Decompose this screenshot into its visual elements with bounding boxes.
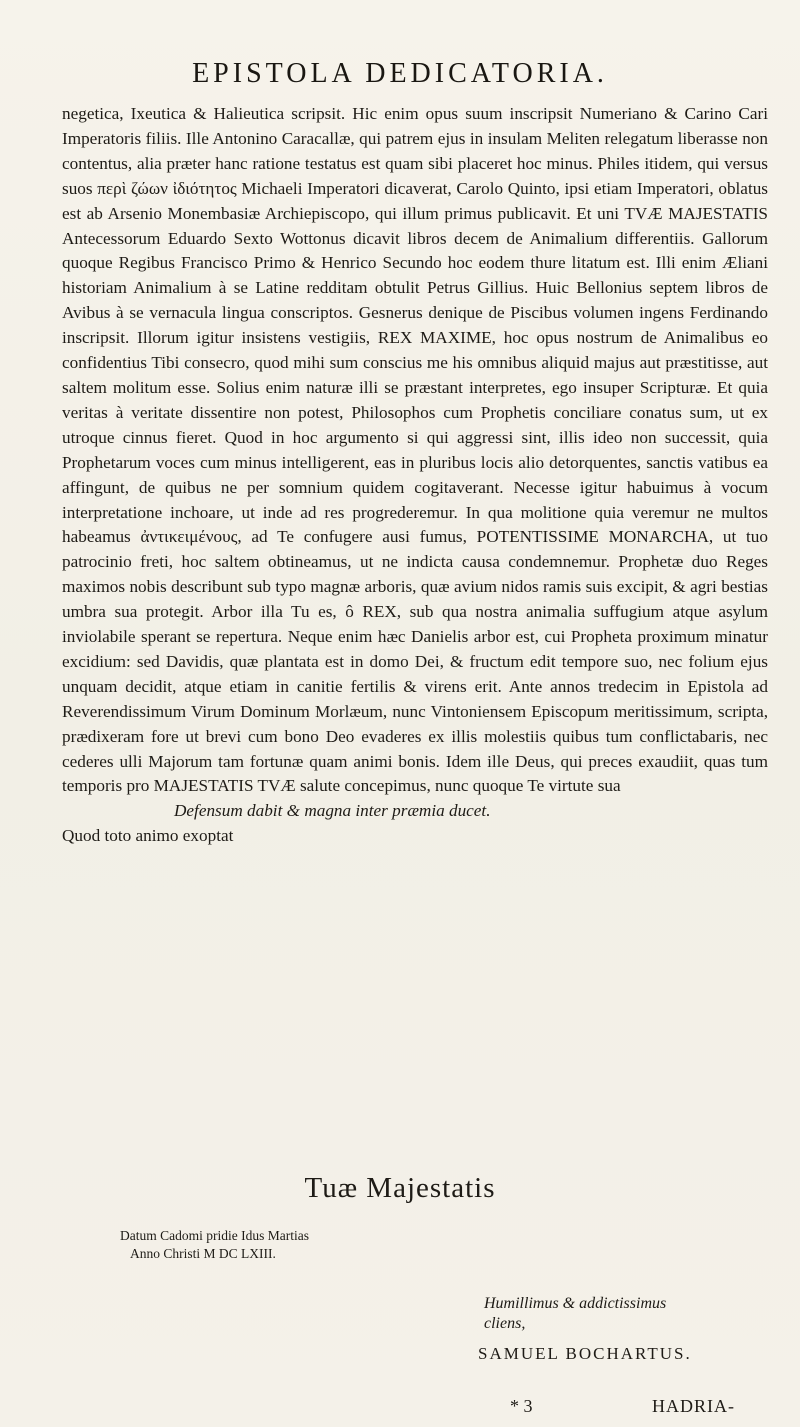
signature: SAMUEL BOCHARTUS. (478, 1344, 692, 1363)
dateline (120, 1227, 309, 1263)
running-head: EPISTOLA DEDICATORIA. (192, 58, 608, 89)
humble-subscription (484, 1294, 666, 1334)
salutation: Tuæ Majestatis (304, 1172, 496, 1204)
motto: Defensum dabit & magna inter præmia ducet. (174, 801, 491, 821)
dedication-body (62, 102, 768, 849)
closing-line: Quod toto animo exoptat (62, 826, 234, 846)
dateline-line-1: Datum Cadomi pridie Idus Martias (120, 1228, 309, 1243)
humble-line-1: Humillimus & addictissimus (484, 1295, 667, 1312)
closing-block (62, 799, 768, 849)
dedication-paragraph: negetica, Ixeutica & Halieutica scripsit. Hic enim opus suum inscripsit Numeriano & Carino Cari Imperatoris filiis. Ille Antonino Caracallæ, qui patrem ejus in insulam Meliten relegatum liberasse non contentus, alia præter hanc ratione testatus est quam sibi placeret hoc minus. Philes itidem, qui versus suos περὶ ζώων ἰδιότητος Michaeli Imperatori dicaverat, Carolo Quinto, ipsi etiam Imperatori, oblatus est ab Arsenio Monembasiæ Archiepiscopo, qui illum primus publicavit. Et uni TVÆ MAJESTATIS Antecessorum Eduardo Sexto Wottonus dicavit libros decem de Animalium differentiis. Gallorum quoque Regibus Francisco Primo & Henrico Secundo hoc eodem thure litatum est. Illi enim Æliani historiam Animalium à se Latine redditam obtulit Petrus Gillius. Huic Bellonius septem libros de Avibus à se vernacula lingua conscriptos. Gesnerus denique de Piscibus volumen ingens Ferdinando inscripsit. Illorum igitur insistens vestigiis, REX MAXIME, hoc opus nostrum de Animalibus eo confidentius Tibi consecro, quod mihi sum conscius me his omnibus aliquid majus aut præstitisse, aut saltem molitum esse. Solius enim naturæ illi se præstant interpretes, ego insuper Scripturæ. Et quia veritas à veritate dissentire non potest, Philosophos cum Prophetis conciliare conatus sum, ut ex utroque cinnus fieret. Quod in hoc argumento si qui aggressi sint, illis ideo non successit, quia Prophetarum voces cum minus intelligerent, eas in pluribus locis alio detorquentes, sanctis vatibus ea affingunt, de quibus ne per somnium quidem cogitaverant. Necesse igitur habuimus à vocum interpretatione inchoare, ut inde ad res progrederemur. In qua molitione quia veremur ne multos habeamus ἀντικειμένους, ad Te confugere ausi fumus, POTENTISSIME MONARCHA, ut tuo patrocinio freti, hoc saltem obtineamus, ut ne indicta causa condemnemur. Prophetæ duo Reges maximos nobis describunt sub typo magnæ arboris, quæ avium nidos ramis suis excipit, & agri bestias umbra sua protegit. Arbor illa Tu es, ô REX, sub qua nostra animalia suffugium atque asylum inviolabile sperant se repertura. Neque enim hæc Danielis arbor est, cui Propheta proximum minatur excidium: sed Davidis, quæ plantata est in domo Dei, & fructum edit tempore suo, nec folium ejus unquam decidit, atque etiam in canitie fertilis & virens erit. Ante annos tredecim in Epistola ad Reverendissimum Virum Dominum Morlæum, nunc Vintoniensem Episcopum meritissimum, scripta, prædixeram fore ut brevi cum bono Deo evaderes ex illis molestiis quibus tum conflictabaris, nec cederes ulli Majorum tam fortunæ quam animi bonis. Idem ille Deus, qui preces exaudiit, quas tum temporis pro MAJESTATIS TVÆ salute concepimus, nunc quoque Te virtute sua (62, 104, 768, 796)
catchword: HADRIA- (652, 1396, 735, 1416)
humble-line-2: cliens, (484, 1315, 526, 1332)
dateline-line-2: Anno Christi M DC LXIII. (130, 1246, 276, 1261)
signature-mark: * 3 (510, 1396, 533, 1416)
